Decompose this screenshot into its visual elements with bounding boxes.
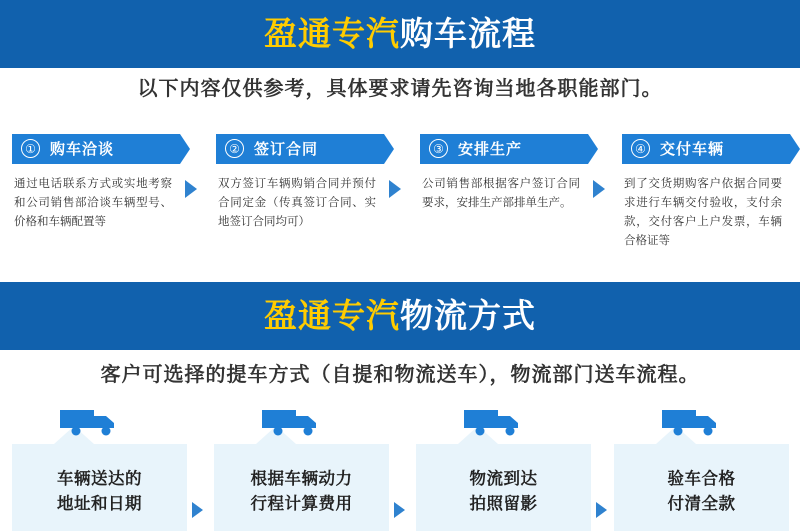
arrow-right-icon-4 (189, 500, 211, 520)
logistics-card-line2-2: 行程计算费用 (250, 494, 353, 513)
logistics-subtitle: 客户可选择的提车方式（自提和物流送车），物流部门送车流程。 (100, 362, 700, 386)
purchase-steps (0, 134, 800, 247)
arrow-right-icon-5 (391, 500, 413, 520)
step-label-4: 交付车辆 (660, 140, 725, 158)
step-label-3: 安排生产 (458, 140, 523, 158)
step-number-1: ① (21, 139, 40, 158)
purchase-banner-title-highlight: 盈通专汽 (264, 14, 400, 53)
step-card-4 (622, 134, 790, 258)
logistics-card-text-2 (214, 466, 389, 516)
step-card-1 (12, 134, 180, 239)
logistics-card-2 (214, 404, 389, 531)
logistics-card-3 (416, 404, 591, 531)
logistics-section (0, 282, 800, 531)
logistics-banner-title (0, 282, 800, 350)
logistics-card-line2-1: 地址和日期 (57, 494, 142, 513)
step-body-1: 通过电话联系方式或实地考察和公司销售部洽谈车辆型号、价格和车辆配置等 (14, 176, 172, 228)
purchase-subtitle: 以下内容仅供参考，具体要求请先咨询当地各职能部门。 (137, 76, 663, 100)
step-body-3: 公司销售部根据客户签订合同要求，安排生产部排单生产。 (422, 176, 580, 209)
step-header-2 (216, 134, 384, 164)
purchase-banner (0, 0, 800, 68)
step-header-1 (12, 134, 180, 164)
step-label-2: 签订合同 (254, 140, 319, 158)
arrow-right-icon-3 (590, 178, 614, 200)
arrow-right-icon-6 (593, 500, 615, 520)
arrow-right-icon-2 (386, 178, 410, 200)
logistics-card-text-3 (416, 466, 591, 516)
purchase-process-section (0, 0, 800, 262)
step-card-2 (216, 134, 384, 239)
step-number-3: ③ (429, 139, 448, 158)
logistics-cards (0, 404, 800, 531)
logistics-card-line1-2: 根据车辆动力 (250, 469, 353, 488)
truck-icon-4 (660, 404, 724, 438)
logistics-banner-title-highlight: 盈通专汽 (264, 296, 400, 335)
logistics-card-line1-3: 物流到达 (469, 469, 538, 488)
step-body-2: 双方签订车辆购销合同并预付合同定金（传真签订合同、实地签订合同均可） (218, 176, 376, 228)
logistics-banner (0, 282, 800, 350)
logistics-banner-title-rest: 物流方式 (400, 296, 536, 335)
logistics-card-line2-3: 拍照留影 (469, 494, 538, 513)
purchase-banner-title (0, 0, 800, 68)
step-header-3 (420, 134, 588, 164)
logistics-card-4 (614, 404, 789, 531)
logistics-card-line1-4: 验车合格 (667, 469, 736, 488)
purchase-banner-title-rest: 购车流程 (400, 14, 536, 53)
truck-icon-1 (58, 404, 122, 438)
logistics-card-text-4 (614, 466, 789, 516)
logistics-card-text-1 (12, 466, 187, 516)
step-header-4 (622, 134, 790, 164)
step-number-2: ② (225, 139, 244, 158)
step-card-3 (420, 134, 588, 220)
truck-icon-3 (462, 404, 526, 438)
step-number-4: ④ (631, 139, 650, 158)
logistics-card-line1-1: 车辆送达的 (57, 469, 142, 488)
arrow-right-icon-1 (182, 178, 206, 200)
step-label-1: 购车洽谈 (50, 140, 115, 158)
truck-icon-2 (260, 404, 324, 438)
logistics-card-line2-4: 付清全款 (667, 494, 736, 513)
step-body-4: 到了交货期购客户依据合同要求进行车辆交付验收，支付余款，交付客户上户发票，车辆合格证等 (624, 176, 782, 247)
logistics-card-1 (12, 404, 187, 531)
